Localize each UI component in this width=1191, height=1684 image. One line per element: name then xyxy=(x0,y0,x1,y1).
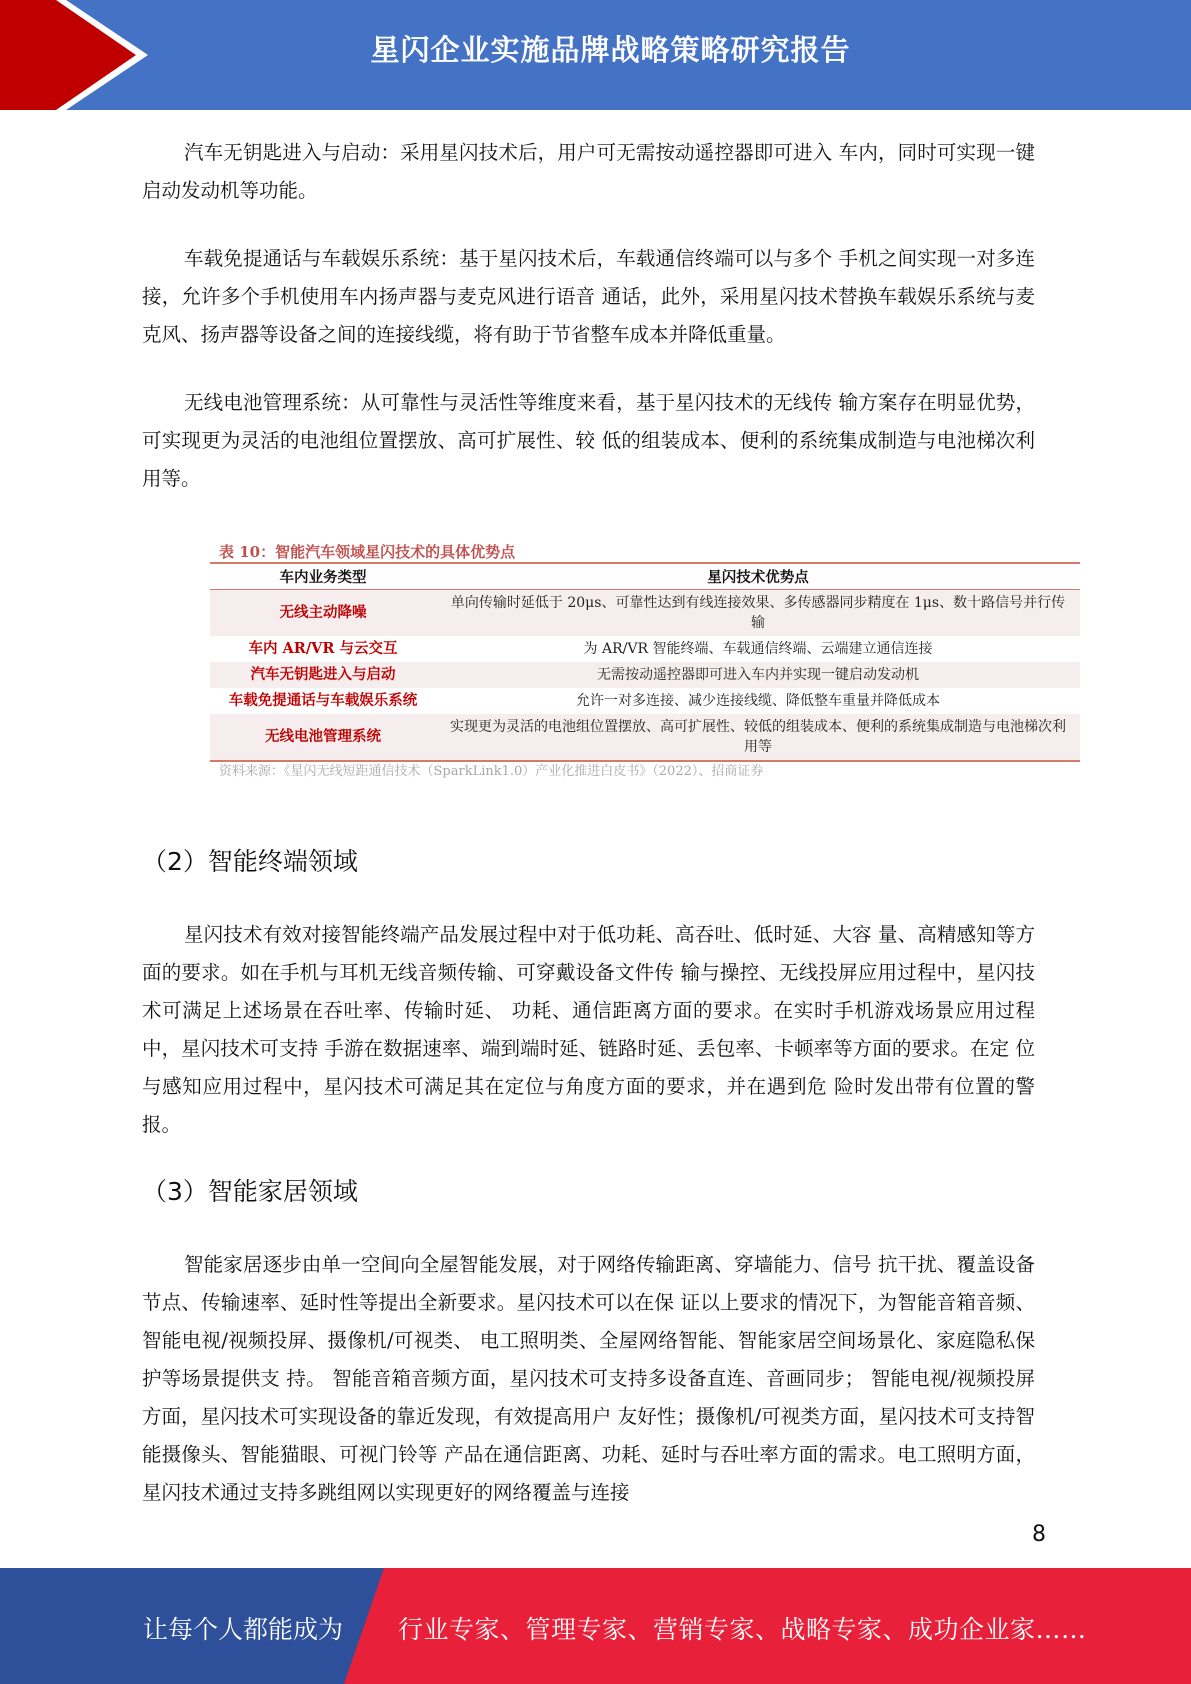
advantages-table xyxy=(210,562,1080,762)
row-type: 无线主动降噪 xyxy=(279,604,367,621)
document-title: 星闪企业实施品牌战略策略研究报告 xyxy=(370,33,851,67)
footer-slogan-left: 让每个人都能成为 xyxy=(143,1615,344,1644)
section-heading-smart-home: （3）智能家居领域 xyxy=(142,1177,358,1206)
row-advantage: 无需按动遥控器即可进入车内并实现一键启动发动机 xyxy=(597,667,919,683)
paragraph-keyless-entry: 汽车无钥匙进入与启动：采用星闪技术后，用户可无需按动遥控器即可进入 车内，同时可实现一键启动发动机等功能。 xyxy=(142,141,1035,202)
page-header xyxy=(0,0,1191,110)
advantages-table-wrapper xyxy=(210,562,1080,762)
row-advantage: 实现更为灵活的电池组位置摆放、高可扩展性、较低的组装成本、便利的系统集成制造与电池梯次利用等 xyxy=(436,714,1080,761)
page-footer xyxy=(0,1568,1191,1684)
paragraph-battery: 无线电池管理系统：从可靠性与灵活性等维度来看，基于星闪技术的无线传 输方案存在明显优势，可实现更为灵活的电池组位置摆放、高可扩展性、较 低的组装成本、便利的系统集成制造与电池梯次利用等。 xyxy=(142,391,1035,490)
row-advantage: 单向传输时延低于 20μs、可靠性达到有线连接效果、多传感器同步精度在 1μs、数十路信号并行传输 xyxy=(450,595,1066,631)
table-row xyxy=(210,714,1080,761)
table-row xyxy=(210,662,1080,688)
table-header-row xyxy=(210,563,1080,590)
paragraph-smart-terminal: 星闪技术有效对接智能终端产品发展过程中对于低功耗、高吞吐、低时延、大容 量、高精感知等方面的要求。如在手机与耳机无线音频传输、可穿戴设备文件传 输与操控、无线投屏应用过程中，星闪技术可满足上述场景在吞吐率、传输时延、 功耗、通信距离方面的要求。在实时手机游戏场景应用过程中，星闪技术可支持 手游在数据速率、端到端时延、链路时延、丢包率、卡顿率等方面的要求。在定 位与感知应用过程中，星闪技术可满足其在定位与角度方面的要求，并在遇到危 险时发出带有位置的警报。 xyxy=(142,923,1035,1136)
paragraph-handsfree: 车载免提通话与车载娱乐系统：基于星闪技术后，车载通信终端可以与多个 手机之间实现一对多连接，允许多个手机使用车内扬声器与麦克风进行语音 通话，此外，采用星闪技术替换车载娱乐系统与麦克风、扬声器等设备之间的连接线缆，将有助于节省整车成本并降低重量。 xyxy=(142,247,1035,346)
row-type: 汽车无钥匙进入与启动 xyxy=(250,666,396,683)
page-number: 8 xyxy=(1032,1522,1046,1547)
row-advantage: 允许一对多连接、减少连接线缆、降低整车重量并降低成本 xyxy=(576,693,940,709)
column-header-advantage: 星闪技术优势点 xyxy=(436,563,1080,590)
row-type: 车内 AR/VR 与云交互 xyxy=(248,640,398,657)
column-header-type: 车内业务类型 xyxy=(210,563,436,590)
section-heading-smart-terminal: （2）智能终端领域 xyxy=(142,847,358,876)
row-type: 车载免提通话与车载娱乐系统 xyxy=(228,692,418,709)
row-type: 无线电池管理系统 xyxy=(210,714,436,761)
paragraph-smart-home: 智能家居逐步由单一空间向全屋智能发展，对于网络传输距离、穿墙能力、信号 抗干扰、覆盖设备节点、传输速率、延时性等提出全新要求。星闪技术可以在保 证以上要求的情况下，为智能音箱音频、智能电视/视频投屏、摄像机/可视类、 电工照明类、全屋网络智能、智能家居空间场景化、家庭隐私保护等场景提供支 持。 智能音箱音频方面，星闪技术可支持多设备直连、音画同步； 智能电视/视频投屏方面，星闪技术可实现设备的靠近发现，有效提高用户 友好性；摄像机/可视类方面，星闪技术可支持智能摄像头、智能猫眼、可视门铃等 产品在通信距离、功耗、延时与吞吐率方面的需求。电工照明方面，星闪技术通过支持多跳组网以实现更好的网络覆盖与连接 xyxy=(142,1253,1035,1504)
footer-slogan-right: 行业专家、管理专家、营销专家、战略专家、成功企业家…… xyxy=(398,1615,1087,1644)
table-caption: 表 10：智能汽车领域星闪技术的具体优势点 xyxy=(219,543,516,561)
table-row xyxy=(210,590,1080,637)
row-advantage: 为 AR/VR 智能终端、车载通信终端、云端建立通信连接 xyxy=(583,641,933,657)
table-source-note: 资料来源：《星闪无线短距通信技术（SparkLink1.0）产业化推进白皮书》（2022）、招商证券 xyxy=(219,764,764,779)
table-row xyxy=(210,636,1080,662)
table-row xyxy=(210,688,1080,714)
